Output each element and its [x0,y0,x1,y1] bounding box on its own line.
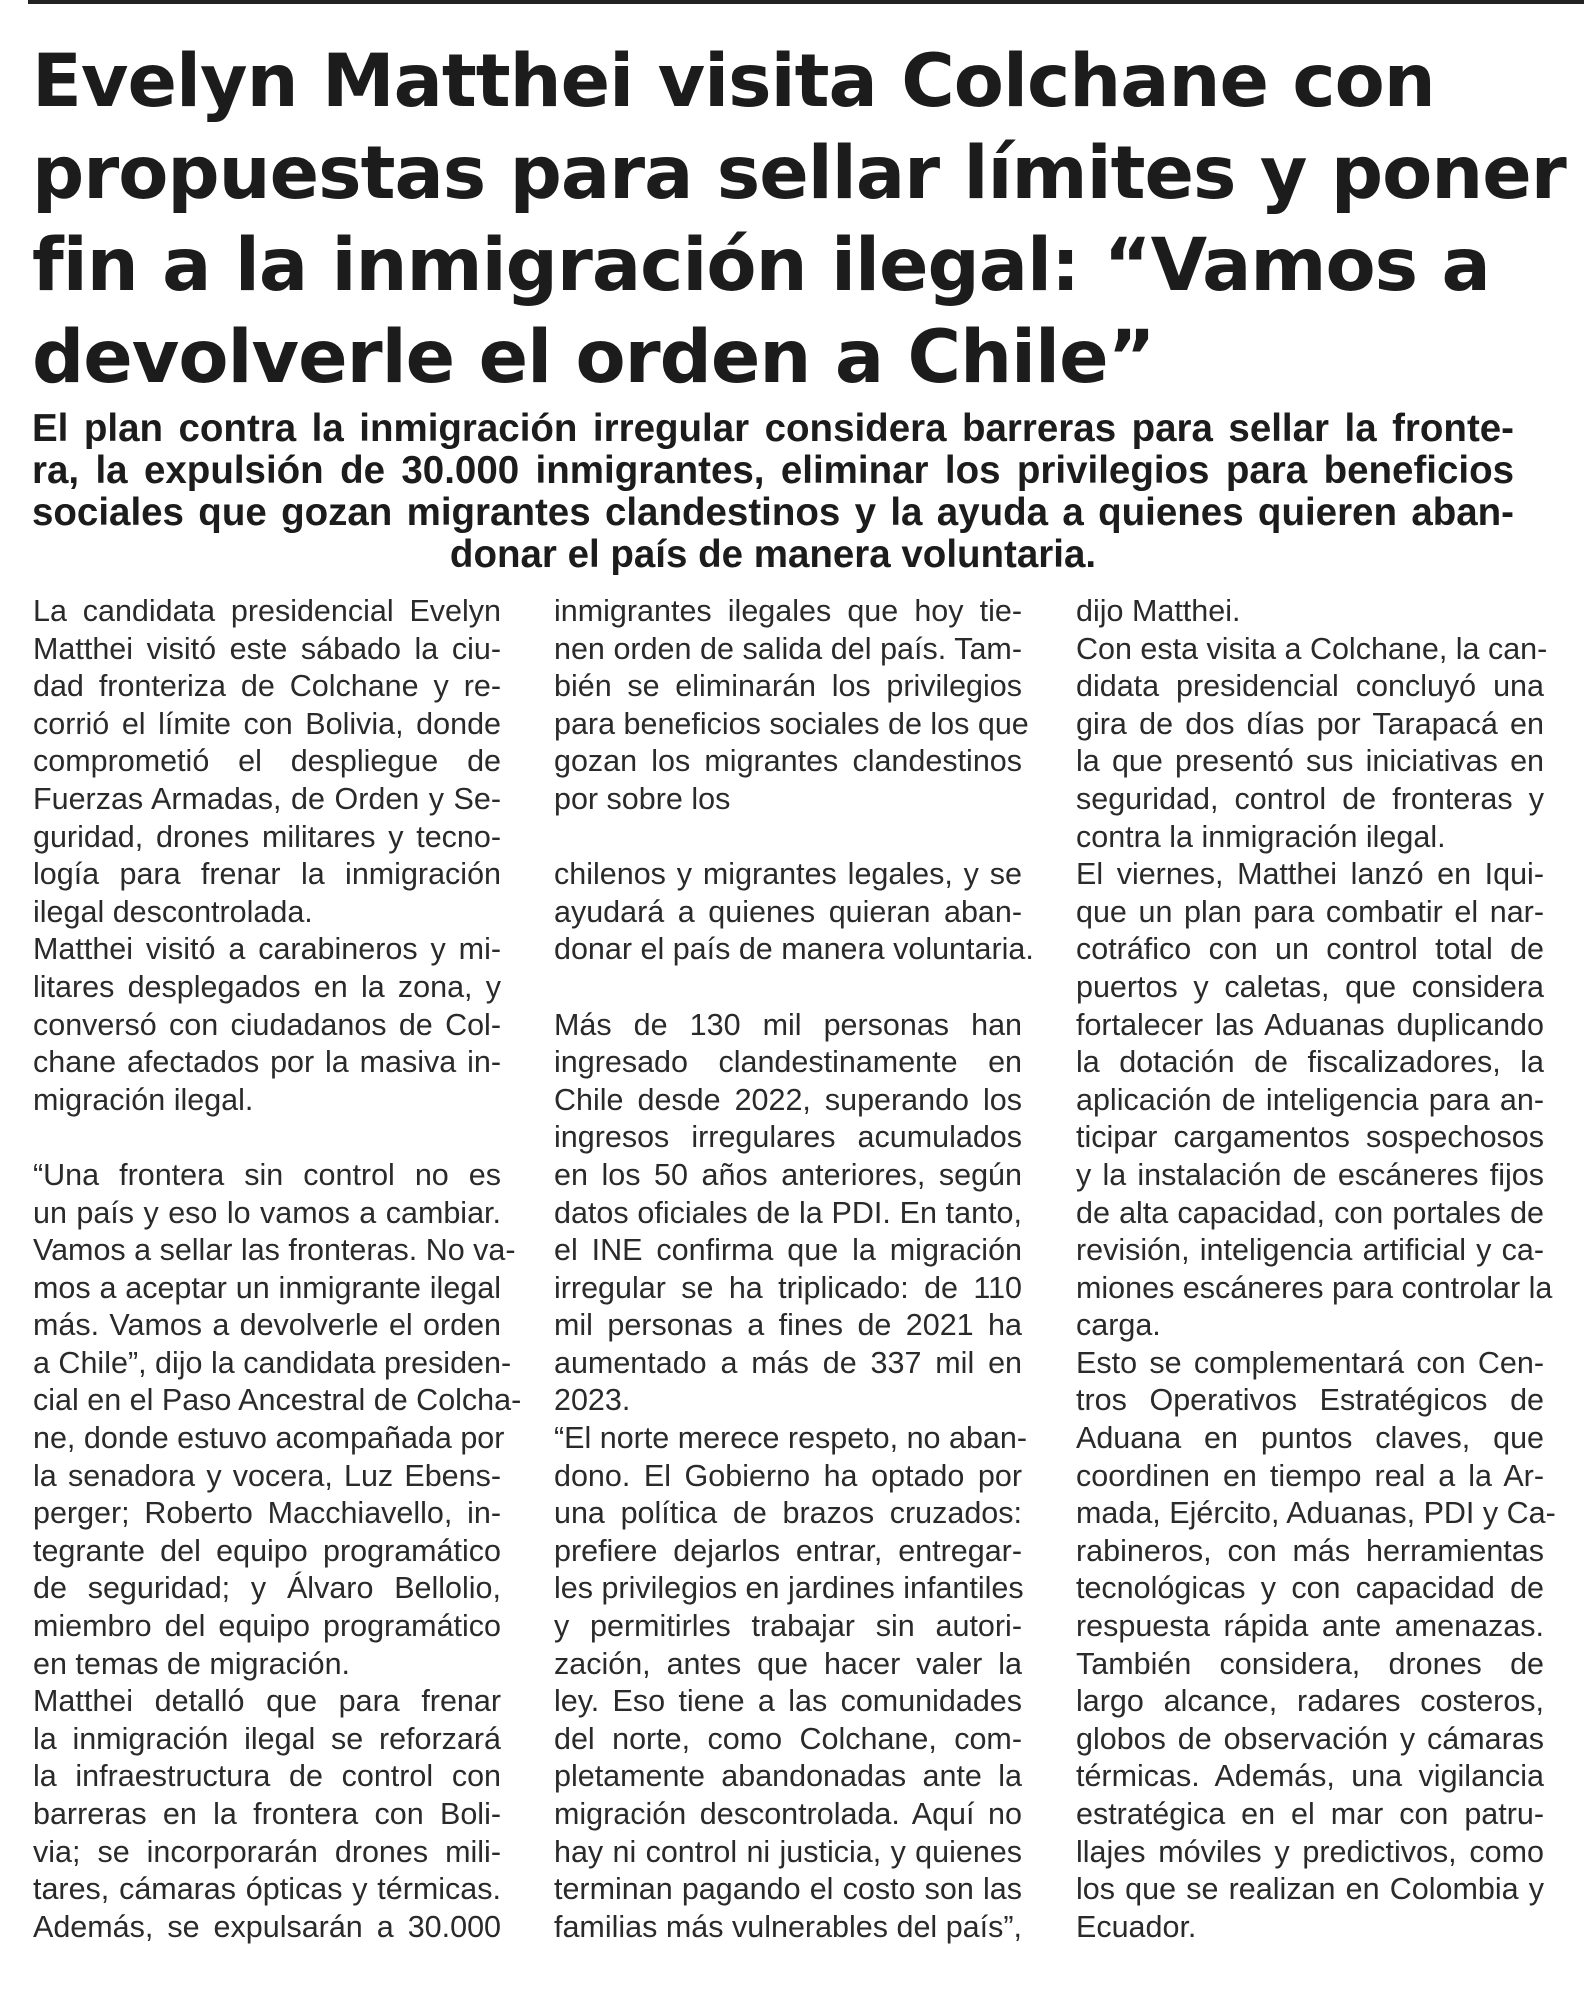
text-line: carga. [1076,1308,1161,1343]
text-line: y permitirles trabajar sin autori- [554,1609,1022,1644]
headline-line: devolverle el orden a Chile” [32,315,1155,400]
text-line: Vamos a sellar las fronteras. No va- [33,1233,516,1268]
text-line: aplicación de inteligencia para an- [1076,1082,1544,1117]
text-line: mos a aceptar un inmigrante ilegal [33,1270,501,1305]
paragraph [554,1420,1028,1946]
text-line: rabineros, con más herramientas [1076,1533,1544,1568]
article-column-2 [554,593,1034,1946]
text-line: didata presidencial concluyó una [1076,669,1544,704]
paragraph [554,593,1029,819]
text-line: perger; Roberto Macchiavello, in- [33,1496,501,1531]
text-line: datos oficiales de la PDI. En tanto, [554,1195,1022,1230]
text-line: ne, donde estuvo acompañada por [33,1421,505,1456]
lede [32,408,1514,576]
text-line: Aduana en puntos claves, que [1076,1421,1544,1456]
text-line: la inmigración ilegal se reforzará [33,1721,501,1756]
text-line: terminan pagando el costo son las [554,1872,1022,1907]
text-line: mil personas a fines de 2021 ha [554,1308,1022,1343]
text-line: más. Vamos a devolverle el orden [33,1308,501,1343]
text-line: Ecuador. [1076,1909,1197,1944]
text-line: gira de dos días por Tarapacá en [1076,706,1544,741]
text-line: la dotación de fiscalizadores, la [1076,1045,1544,1080]
paragraph [1076,593,1544,631]
text-line: de alta capacidad, con portales de [1076,1195,1544,1230]
paragraph [554,856,1034,969]
text-line: ley. Eso tiene a las comunidades [554,1684,1022,1719]
text-line: el INE confirma que la migración [554,1233,1022,1268]
text-line: pletamente abandonadas ante la [554,1759,1022,1794]
text-line: la senadora y vocera, Luz Ebens- [33,1458,501,1493]
paragraph [1076,856,1553,1345]
text-line: 2023. [554,1383,631,1418]
text-line: estratégica en el mar con patru- [1076,1797,1544,1831]
text-line: térmicas. Además, una vigilancia [1076,1759,1544,1794]
text-line: a Chile”, dijo la candidata presiden- [33,1345,512,1380]
text-line: les privilegios en jardines infantiles [554,1571,1024,1606]
text-line: “El norte merece respeto, no aban- [554,1421,1028,1456]
text-line: globos de observación y cámaras [1076,1721,1544,1756]
text-line: aumentado a más de 337 mil en [554,1345,1022,1380]
text-line: chilenos y migrantes legales, y se [554,857,1022,892]
headline [32,36,1566,404]
text-line: tares, cámaras ópticas y térmicas. [33,1872,501,1907]
text-line: via; se incorporarán drones mili- [33,1834,501,1869]
text-line: contra la inmigración ilegal. [1076,819,1446,854]
text-line: que un plan para combatir el nar- [1076,894,1544,929]
text-line: inmigrantes ilegales que hoy tie- [554,594,1022,628]
text-line: migración ilegal. [33,1082,254,1117]
text-line: dad fronteriza de Colchane y re- [33,669,501,704]
text-line: También considera, drones de [1076,1646,1544,1681]
text-line: Matthei visitó a carabineros y mi- [33,932,501,967]
text-line: largo alcance, radares costeros, [1076,1684,1544,1719]
text-line: litares desplegados en la zona, y [33,969,501,1004]
text-line: Más de 130 mil personas han [554,1007,1022,1042]
text-line: logía para frenar la inmigración [33,857,501,892]
text-line: un país y eso lo vamos a cambiar. [33,1195,501,1230]
top-rule [28,0,1584,4]
paragraph [33,593,501,931]
article-column-1 [33,593,522,1946]
text-line: cotráfico con un control total de [1076,932,1544,967]
text-line: dono. El Gobierno ha optado por [554,1458,1022,1493]
text-line: tegrante del equipo programático [33,1533,501,1568]
text-line: los que se realizan en Colombia y [1076,1872,1544,1907]
text-line: barreras en la frontera con Boli- [33,1797,501,1831]
text-line: dijo Matthei. [1076,594,1241,628]
text-line: puertos y caletas, que considera [1076,969,1544,1004]
text-line: coordinen en tiempo real a la Ar- [1076,1458,1544,1493]
text-line: zación, antes que hacer valer la [554,1646,1022,1681]
text-line: ilegal descontrolada. [33,894,313,929]
paragraph [33,1683,501,1946]
text-line: ingresos irregulares acumulados [554,1120,1022,1155]
paragraph [554,1007,1022,1421]
lede-line: sociales que gozan migrantes clandestinos y la ayuda a quienes quieren aban- [32,491,1514,534]
text-line: irregular se ha triplicado: de 110 [554,1270,1022,1305]
text-line: corrió el límite con Bolivia, donde [33,706,501,741]
paragraph [33,931,501,1119]
headline-line: fin a la inmigración ilegal: “Vamos a [32,223,1490,308]
text-line: Con esta visita a Colchane, la can- [1076,631,1548,666]
headline-line: Evelyn Matthei visita Colchane con [32,39,1435,124]
text-line: seguridad, control de fronteras y [1076,781,1544,816]
text-line: llajes móviles y predictivos, como [1076,1834,1544,1869]
lede-line: ra, la expulsión de 30.000 inmigrantes, eliminar los privilegios para beneficios [32,449,1514,492]
text-line: gozan los migrantes clandestinos [554,744,1022,779]
text-line: revisión, inteligencia artificial y ca- [1076,1233,1544,1268]
lede-line: El plan contra la inmigración irregular considera barreras para sellar la fronte- [32,407,1514,450]
text-line: la que presentó sus iniciativas en [1076,744,1544,779]
text-line: comprometió el despliegue de [33,744,501,779]
text-line: ayudará a quienes quieran aban- [554,894,1022,929]
text-line: respuesta rápida ante amenazas. [1076,1609,1544,1644]
paragraph [33,1157,522,1683]
text-line: por sobre los [554,781,731,816]
text-line: Matthei visitó este sábado la ciu- [33,631,501,666]
text-line: miembro del equipo programático [33,1609,501,1644]
text-line: del norte, como Colchane, com- [554,1721,1022,1756]
paragraph [1076,631,1548,857]
text-line: bién se eliminarán los privilegios [554,669,1022,704]
text-line: miones escáneres para controlar la [1076,1270,1553,1305]
text-line: migración descontrolada. Aquí no [554,1797,1022,1831]
text-line: cial en el Paso Ancestral de Colcha- [33,1383,522,1418]
text-line: ingresado clandestinamente en [554,1045,1022,1080]
text-line: de seguridad; y Álvaro Bellolio, [33,1571,501,1606]
text-line: fortalecer las Aduanas duplicando [1076,1007,1544,1042]
text-line: conversó con ciudadanos de Col- [33,1007,501,1042]
text-line: en temas de migración. [33,1646,351,1681]
text-line: guridad, drones militares y tecno- [33,819,501,854]
text-line: chane afectados por la masiva in- [33,1045,501,1080]
text-line: nen orden de salida del país. Tam- [554,631,1022,666]
text-line: y la instalación de escáneres fijos [1076,1157,1544,1192]
text-line: la infraestructura de control con [33,1759,501,1794]
text-line: mada, Ejército, Aduanas, PDI y Ca- [1076,1496,1556,1531]
text-line: El viernes, Matthei lanzó en Iqui- [1076,857,1544,892]
text-line: Fuerzas Armadas, de Orden y Se- [33,781,501,816]
text-line: ticipar cargamentos sospechosos [1076,1120,1544,1155]
text-line: La candidata presidencial Evelyn [33,594,501,628]
lede-line: donar el país de manera voluntaria. [449,533,1097,576]
text-line: Esto se complementará con Cen- [1076,1345,1544,1380]
headline-line: propuestas para sellar límites y poner [32,131,1566,216]
text-line: familias más vulnerables del país”, [554,1909,1022,1944]
text-line: hay ni control ni justicia, y quienes [554,1834,1022,1869]
text-line: tros Operativos Estratégicos de [1076,1383,1544,1418]
text-line: Chile desde 2022, superando los [554,1082,1022,1117]
text-line: Además, se expulsarán a 30.000 [33,1909,501,1944]
text-line: prefiere dejarlos entrar, entregar- [554,1533,1022,1568]
text-line: “Una frontera sin control no es [33,1157,501,1192]
article-column-3 [1076,593,1556,1946]
text-line: una política de brazos cruzados: [554,1496,1022,1531]
text-line: tecnológicas y con capacidad de [1076,1571,1544,1606]
text-line: donar el país de manera voluntaria. [554,932,1034,967]
paragraph [1076,1345,1556,1947]
text-line: Matthei detalló que para frenar [33,1684,501,1719]
text-line: para beneficios sociales de los que [554,706,1029,741]
text-line: en los 50 años anteriores, según [554,1157,1022,1192]
